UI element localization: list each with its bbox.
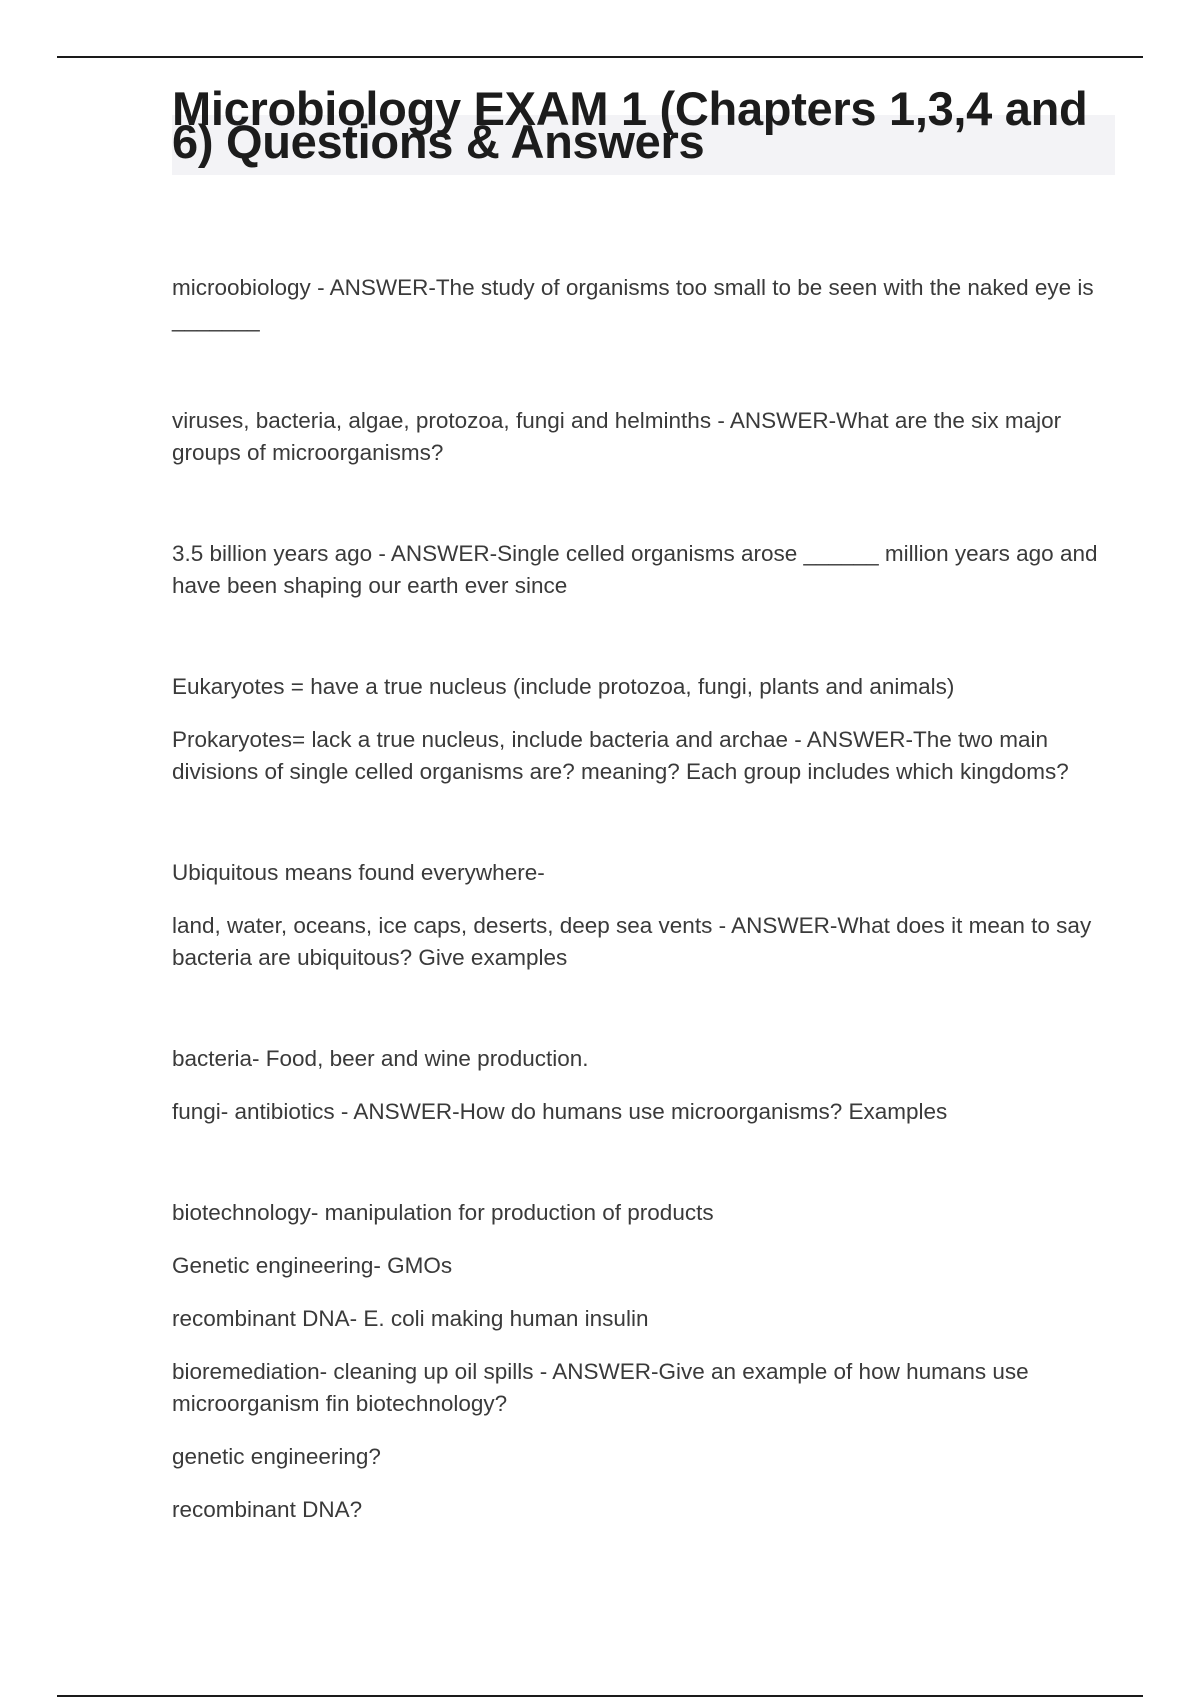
qa-paragraph: viruses, bacteria, algae, protozoa, fungi and helminths - ANSWER-What are the six major groups of microorganisms? xyxy=(172,408,1062,465)
qa-paragraph: genetic engineering? xyxy=(172,1444,381,1469)
top-rule xyxy=(57,56,1143,58)
qa-paragraph: bioremediation- cleaning up oil spills - ANSWER-Give an example of how humans use microorganism fin biotechnology? xyxy=(172,1359,1029,1416)
qa-block xyxy=(172,671,1102,788)
qa-paragraph: bacteria- Food, beer and wine production. xyxy=(172,1046,589,1071)
qa-block xyxy=(172,538,1102,602)
qa-paragraph: recombinant DNA? xyxy=(172,1497,363,1522)
qa-paragraph: Genetic engineering- GMOs xyxy=(172,1253,453,1278)
qa-paragraph: recombinant DNA- E. coli making human insulin xyxy=(172,1306,649,1331)
qa-paragraph: fungi- antibiotics - ANSWER-How do humans use microorganisms? Examples xyxy=(172,1099,948,1124)
qa-block xyxy=(172,857,1102,974)
qa-block xyxy=(172,272,1102,336)
qa-paragraph: microobiology - ANSWER-The study of organisms too small to be seen with the naked eye is _______ xyxy=(172,275,1094,332)
qa-paragraph: Eukaryotes = have a true nucleus (include protozoa, fungi, plants and animals) xyxy=(172,674,955,699)
qa-block xyxy=(172,1043,1102,1128)
qa-paragraph: Prokaryotes= lack a true nucleus, include bacteria and archae - ANSWER-The two main divisions of single celled organisms are? meaning? Each group includes which kingdoms? xyxy=(172,727,1069,784)
qa-block xyxy=(172,405,1102,469)
qa-content xyxy=(172,272,1102,1595)
page-title: Microbiology EXAM 1 (Chapters 1,3,4 and 6) Questions & Answers xyxy=(172,82,1088,168)
qa-paragraph: Ubiquitous means found everywhere- xyxy=(172,860,545,885)
bottom-rule xyxy=(57,1695,1143,1697)
qa-paragraph: land, water, oceans, ice caps, deserts, deep sea vents - ANSWER-What does it mean to say bacteria are ubiquitous? Give examples xyxy=(172,913,1092,970)
qa-paragraph: biotechnology- manipulation for production of products xyxy=(172,1200,714,1225)
qa-block xyxy=(172,1197,1102,1526)
qa-paragraph: 3.5 billion years ago - ANSWER-Single celled organisms arose ______ million years ago and have been shaping our earth ever since xyxy=(172,541,1098,598)
